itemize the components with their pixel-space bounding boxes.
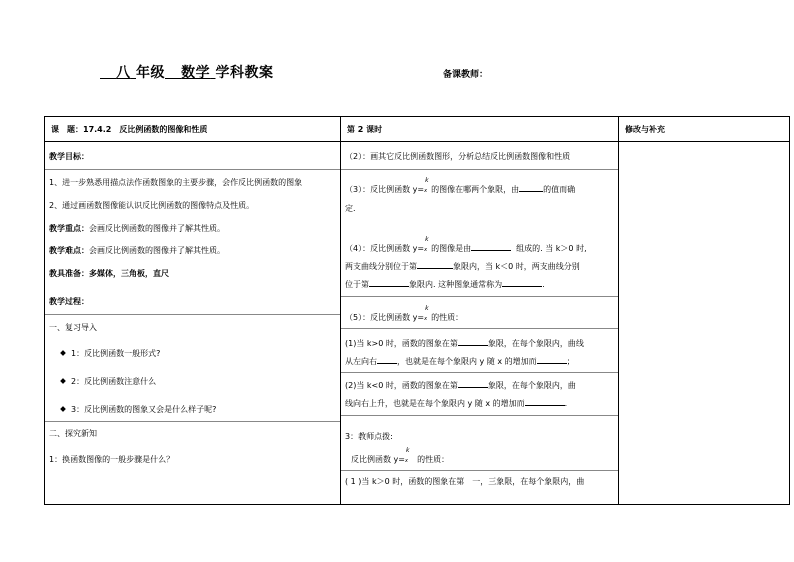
grade-suffix: 年级 — [136, 65, 165, 81]
notes-cell — [619, 142, 790, 505]
document-title — [100, 62, 274, 82]
lesson-table — [44, 116, 790, 505]
step-4: （4）：反比例函数 y= k x 的图像是由 组成的. 当 k＞0 时, — [345, 236, 587, 253]
tip-property-1: ( 1 )当 k＞0 时，函数的图象在第 一，三象限，在每个象限内，曲 — [345, 477, 585, 486]
divider — [45, 169, 340, 170]
divider — [45, 421, 340, 422]
fraction-k-over-x: k x — [424, 305, 429, 322]
property-1-cont: 从左向右 ，也就是在每个象限内 y 随 x 的增加而 ； — [345, 357, 575, 366]
teaching-aids: 教具准备：多媒体，三角板，直尺 — [49, 269, 169, 278]
divider — [341, 372, 618, 373]
process-heading: 教学过程： — [49, 297, 89, 306]
objective-2: 2、通过画函数图像能认识反比例函数的图像特点及性质。 — [49, 201, 255, 210]
topic-cell: 课 题：17.4.2 反比例函数的图像和性质 — [45, 117, 341, 142]
table-header-row — [45, 117, 790, 142]
difficult-point: 教学难点：会画反比例函数的图像并了解其性质。 — [49, 246, 225, 255]
step-3: （3）：反比例函数 y= k x 的图像在哪两个象限，由 的值而确 — [345, 177, 576, 194]
fraction-k-over-x: k x — [424, 177, 429, 194]
property-2-cont: 线向右上升，也就是在每个象限内 y 随 x 的增加而 . — [345, 399, 568, 408]
title-suffix: 学科教案 — [215, 65, 274, 81]
step-3-cont: 定. — [345, 204, 356, 213]
tip-property: 反比例函数 y= k x 的性质： — [351, 447, 450, 464]
content-row — [45, 142, 790, 505]
session-cell: 第 2 课时 — [341, 117, 619, 142]
grade-blank: 八 — [116, 65, 131, 81]
review-heading: 一、复习导入 — [49, 323, 97, 332]
divider — [341, 296, 618, 297]
middle-content-cell — [341, 142, 619, 505]
key-point: 教学重点：会画反比例函数的图像并了解其性质。 — [49, 224, 225, 233]
teacher-label: 备课教师： — [443, 70, 489, 80]
left-content-cell — [45, 142, 341, 505]
diamond-bullet-icon — [60, 406, 66, 412]
list-item: 2：反比例函数注意什么 — [49, 376, 336, 387]
objectives-heading: 教学目标： — [49, 152, 89, 161]
explore-heading: 二、探究新知 — [49, 429, 97, 438]
list-item: 1：反比例函数一般形式? — [49, 348, 336, 359]
property-2: (2)当 k<0 时，函数的图象在第 象限，在每个象限内，曲 — [345, 381, 576, 390]
diamond-bullet-icon — [60, 350, 66, 356]
explore-question: 1：换函数图像的一般步骤是什么？ — [49, 455, 175, 464]
step-4-cont: 位于第 象限内. 这种图象通常称为 . — [345, 280, 545, 289]
divider — [45, 314, 340, 315]
divider — [341, 415, 618, 416]
subject-blank: 数学 — [181, 65, 211, 81]
diamond-bullet-icon — [60, 378, 66, 384]
step-2: （2）：画其它反比例函数图形，分析总结反比例函数图像和性质 — [345, 152, 571, 161]
objective-1: 1、进一步熟悉用描点法作函数图象的主要步骤，会作反比例函数的图象 — [49, 178, 303, 187]
divider — [341, 470, 618, 471]
teacher-tip: 3：教师点拨: — [345, 432, 393, 441]
step-4-cont: 两支曲线分别位于第 象限内，当 k＜0 时，两支曲线分别 — [345, 262, 580, 271]
notes-header-cell: 修改与补充 — [619, 117, 790, 142]
step-5: （5）：反比例函数 y= k x 的性质： — [345, 305, 464, 322]
property-1: (1)当 k>0 时，函数的图象在第 象限，在每个象限内，曲线 — [345, 339, 584, 348]
divider — [341, 169, 618, 170]
fraction-k-over-x: k x — [404, 447, 410, 464]
fraction-k-over-x: k x — [424, 236, 429, 253]
list-item: 3：反比例函数的图象又会是什么样子呢? — [49, 404, 336, 415]
divider — [341, 328, 618, 329]
